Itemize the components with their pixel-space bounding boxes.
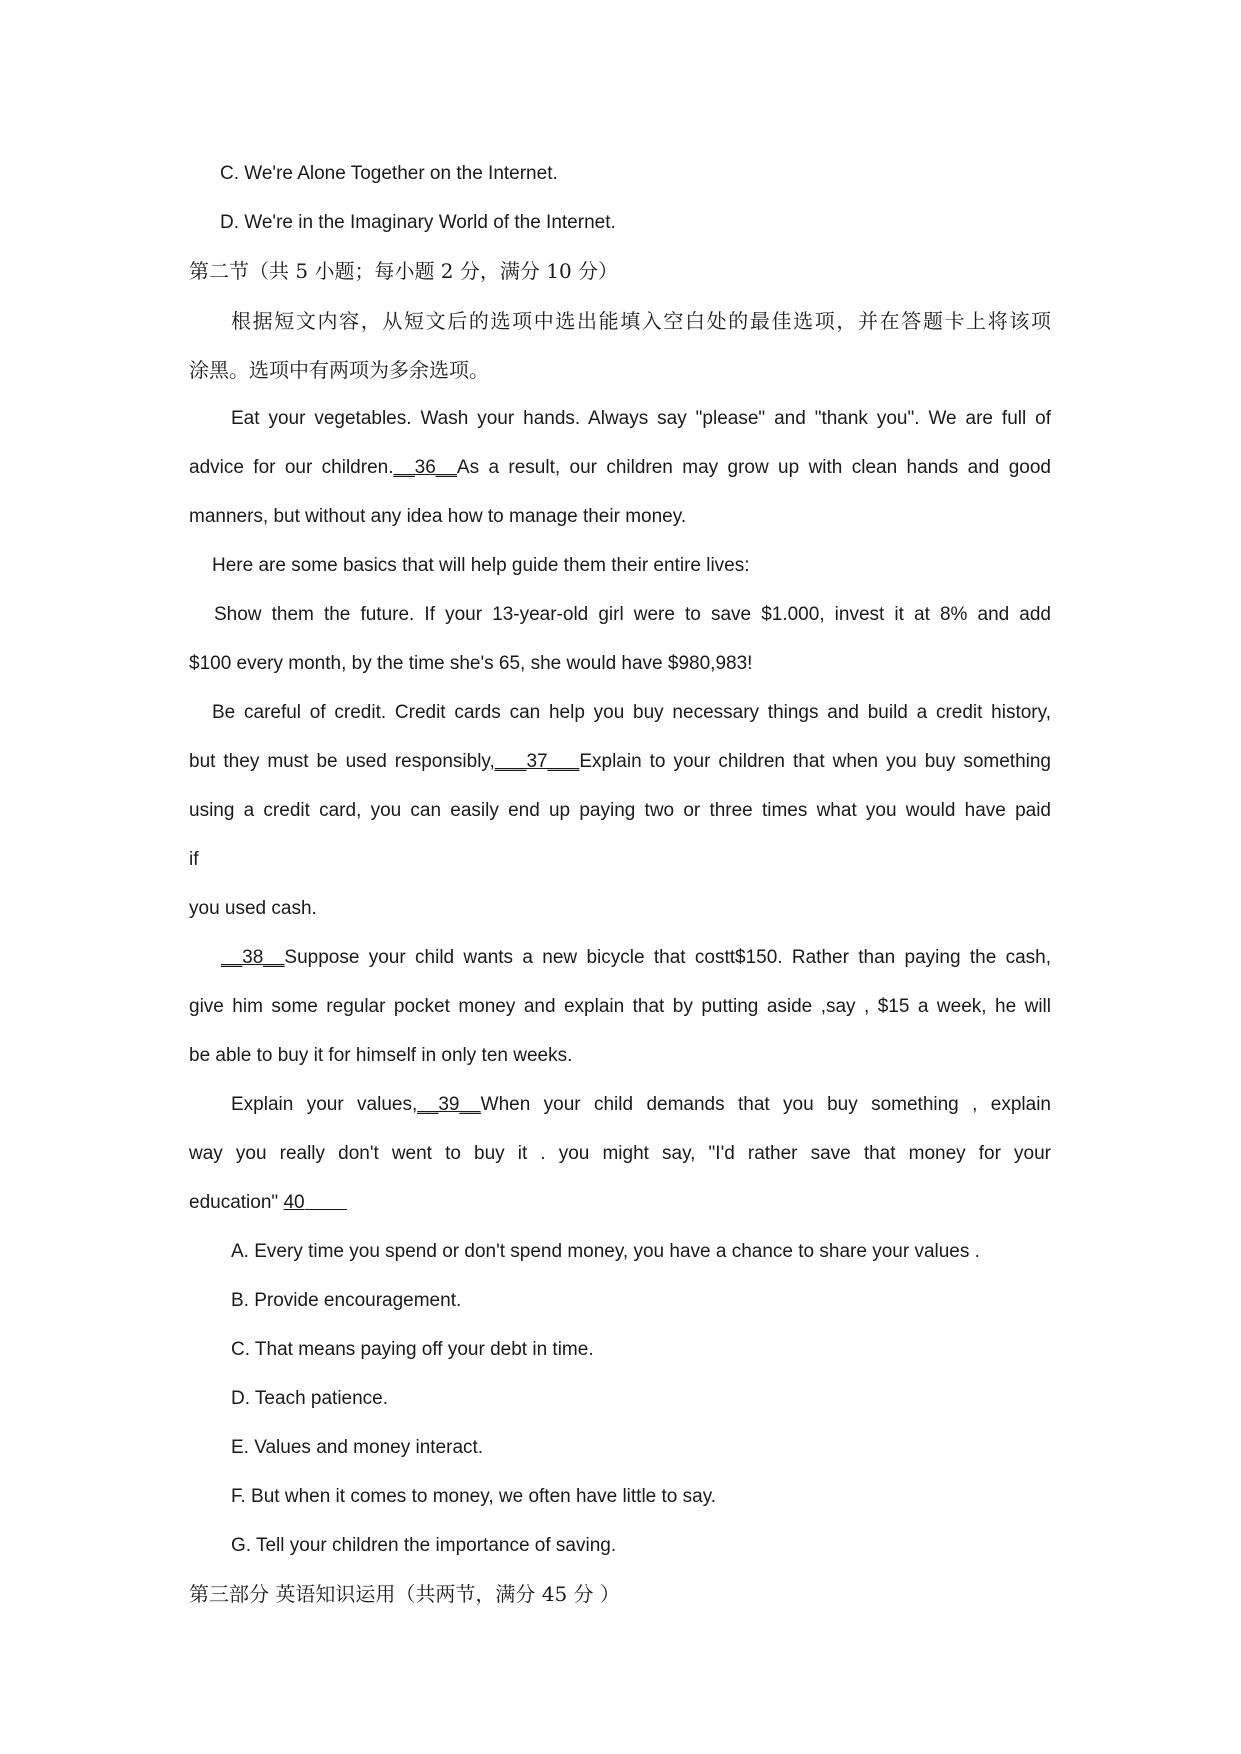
text-segment: advice for our children. [189, 457, 394, 478]
section-2-instruction-line2: 涂黑。选项中有两项为多余选项。 [189, 358, 489, 382]
paragraph-1-line2 [189, 455, 1051, 481]
paragraph-3-line1: Show them the future. If your 13-year-old girl were to save $1.000, invest it at 8% and add [214, 604, 1051, 625]
option-a: A. Every time you spend or don't spend money, you have a chance to share your values . [231, 1241, 980, 1262]
option-c: C. That means paying off your debt in time. [231, 1339, 594, 1360]
blank-36: __36__ [393, 457, 457, 478]
paragraph-6-line2: way you really don't went to buy it . you might say, "I'd rather save that money for your [189, 1143, 1051, 1164]
paragraph-1-line1: Eat your vegetables. Wash your hands. Always say "please" and "thank you". We are full of [231, 408, 1051, 429]
blank-40-underline [305, 1191, 347, 1210]
option-e: E. Values and money interact. [231, 1437, 484, 1458]
blank-39: __39__ [417, 1094, 481, 1115]
paragraph-4-line1: Be careful of credit. Credit cards can help you buy necessary things and build a credit history, [212, 702, 1051, 723]
option-g: G. Tell your children the importance of saving. [231, 1535, 617, 1556]
paragraph-6-line1 [231, 1092, 1051, 1118]
paragraph-4-line5: you used cash. [189, 898, 317, 919]
option-f: F. But when it comes to money, we often have little to say. [231, 1486, 717, 1507]
paragraph-5-line3: be able to buy it for himself in only ten weeks. [189, 1045, 573, 1066]
text-segment: Explain your values, [231, 1094, 418, 1115]
text-segment: but they must be used responsibly, [189, 751, 495, 772]
paragraph-1-line3: manners, but without any idea how to manage their money. [189, 506, 687, 527]
option-b: B. Provide encouragement. [231, 1290, 462, 1311]
part-3-heading: 第三部分 英语知识运用（共两节，满分 45 分 ） [189, 1582, 620, 1606]
paragraph-5-line2: give him some regular pocket money and explain that by putting aside ,say , $15 a week, he will [189, 996, 1051, 1017]
text-segment: As a result, our children may grow up with clean hands and good [456, 457, 1051, 478]
option-d-q35: D. We're in the Imaginary World of the Internet. [220, 212, 616, 233]
text-segment: education" [189, 1192, 279, 1213]
section-2-instruction-line1: 根据短文内容，从短文后的选项中选出能填入空白处的最佳选项，并在答题卡上将该项 [231, 309, 1051, 333]
blank-38: __38__ [221, 947, 285, 968]
paragraph-5-line1 [221, 945, 1051, 971]
paragraph-6-line3 [189, 1190, 347, 1216]
paragraph-4-line3: using a credit card, you can easily end up paying two or three times what you would have paid [189, 800, 1051, 821]
option-c-q35: C. We're Alone Together on the Internet. [220, 163, 558, 184]
blank-37: ___37___ [494, 751, 580, 772]
paragraph-4-line2 [189, 749, 1051, 775]
text-segment: Suppose your child wants a new bicycle that costt$150. Rather than paying the cash, [284, 947, 1051, 968]
section-2-heading: 第二节（共 5 小题；每小题 2 分，满分 10 分） [189, 259, 619, 283]
paragraph-2: Here are some basics that will help guide them their entire lives: [212, 555, 750, 576]
text-segment: When your child demands that you buy something , explain [480, 1094, 1051, 1115]
paragraph-4-line4: if [189, 849, 199, 870]
paragraph-3-line2: $100 every month, by the time she's 65, she would have $980,983! [189, 653, 753, 674]
option-d: D. Teach patience. [231, 1388, 389, 1409]
text-segment: Explain to your children that when you buy something [579, 751, 1051, 772]
blank-40: 40 [283, 1192, 305, 1213]
